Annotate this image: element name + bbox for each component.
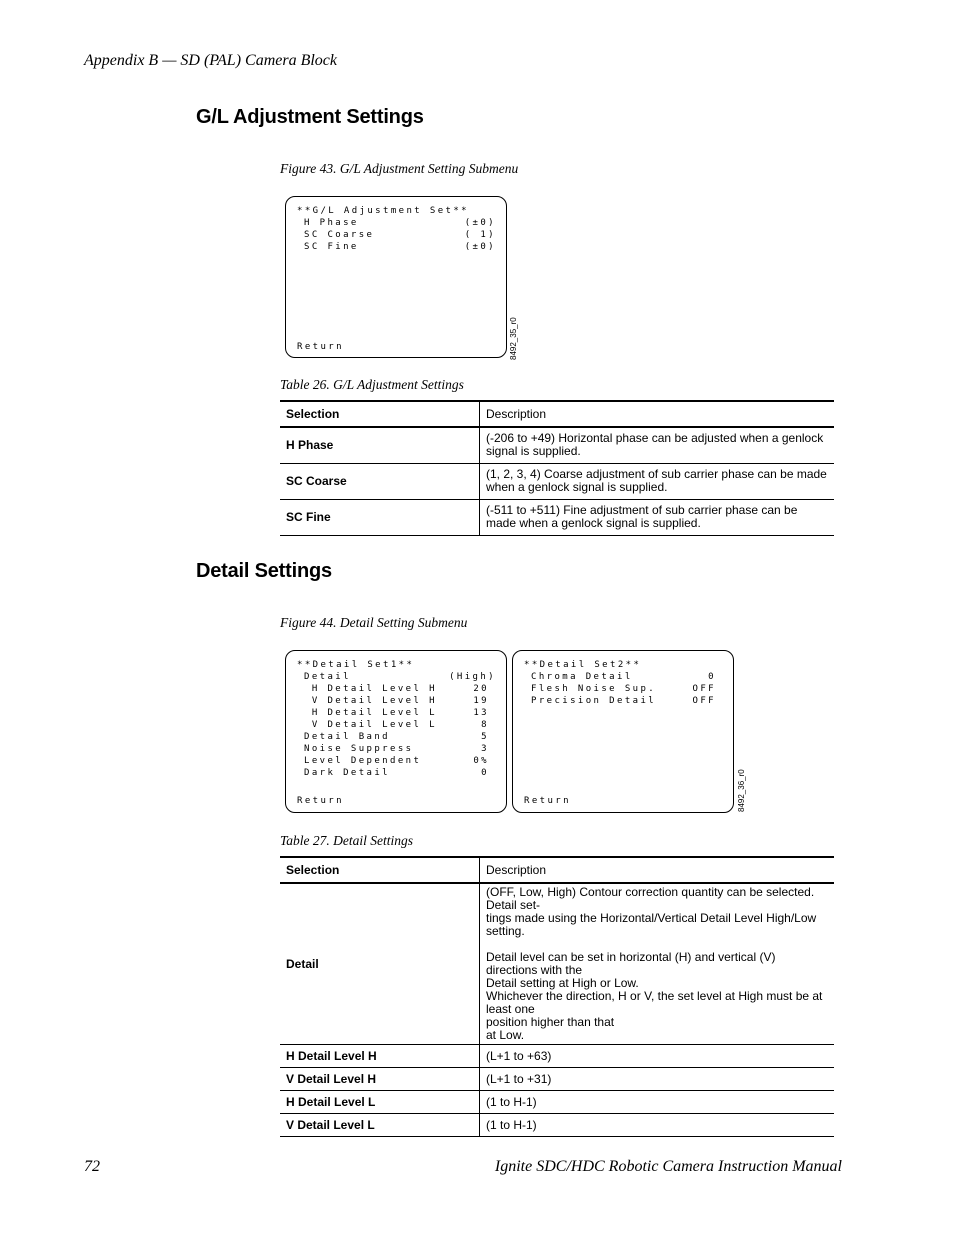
table-cell-description: (1 to H-1) bbox=[480, 1091, 835, 1114]
table-row bbox=[280, 1068, 834, 1091]
table-cell-selection: H Phase bbox=[280, 427, 480, 463]
table-cell-selection: V Detail Level L bbox=[280, 1114, 480, 1137]
screen-row-label: H Phase bbox=[304, 218, 359, 228]
screen-row-label: SC Coarse bbox=[304, 230, 375, 240]
detail-set1-screen bbox=[285, 650, 507, 813]
screen-row-label: Detail Band bbox=[304, 732, 391, 742]
screen-row-value: 8 bbox=[481, 720, 489, 730]
screen-row-label: Dark Detail bbox=[304, 768, 391, 778]
table-cell-description: (1, 2, 3, 4) Coarse adjustment of sub carrier phase can be made when a genlock signal is supplied. bbox=[480, 463, 835, 499]
figure-43-caption: Figure 43. G/L Adjustment Setting Submenu bbox=[280, 161, 519, 176]
table-cell-selection: H Detail Level H bbox=[280, 1045, 480, 1068]
screen-title: **Detail Set1** bbox=[297, 660, 415, 670]
table-header-selection: Selection bbox=[280, 401, 480, 427]
screen-return-label: Return bbox=[524, 796, 571, 806]
screen-row-value: 0% bbox=[473, 756, 489, 766]
screen-row-value: (±0) bbox=[464, 218, 496, 228]
page-number: 72 bbox=[84, 1158, 100, 1175]
table-row bbox=[280, 1091, 834, 1114]
figure-id-label: 8492_36_r0 bbox=[737, 769, 746, 812]
figure-44-caption: Figure 44. Detail Setting Submenu bbox=[280, 615, 468, 630]
screen-row-label: SC Fine bbox=[304, 242, 359, 252]
description-line: (OFF, Low, High) Contour correction quantity can be selected. Detail set- bbox=[486, 885, 815, 912]
screen-row-value: 20 bbox=[473, 684, 489, 694]
description-line: tings made using the Horizontal/Vertical Detail Level High/Low setting. bbox=[486, 911, 817, 938]
screen-row-value: 19 bbox=[473, 696, 489, 706]
figure-id-label: 8492_35_r0 bbox=[509, 317, 518, 360]
screen-row-value: 3 bbox=[481, 744, 489, 754]
screen-row-label: V Detail Level H bbox=[304, 696, 437, 706]
screen-row-label: H Detail Level H bbox=[304, 684, 437, 694]
section-title-detail: Detail Settings bbox=[196, 560, 332, 582]
screen-row-value: ( 1) bbox=[464, 230, 496, 240]
screen-row-label: Chroma Detail bbox=[531, 672, 633, 682]
table-cell-selection: SC Coarse bbox=[280, 463, 480, 499]
screen-row-value: 0 bbox=[481, 768, 489, 778]
manual-title: Ignite SDC/HDC Robotic Camera Instruction Manual bbox=[494, 1158, 842, 1175]
screen-row-label: Precision Detail bbox=[531, 696, 657, 706]
table-row bbox=[280, 1045, 834, 1068]
screen-row-label: H Detail Level L bbox=[304, 708, 437, 718]
table-cell-description bbox=[480, 883, 835, 1045]
description-line: Detail setting at High or Low. bbox=[486, 976, 639, 990]
table-27-caption: Table 27. Detail Settings bbox=[280, 833, 414, 848]
screen-row-label: Detail bbox=[304, 672, 351, 682]
screen-title: **Detail Set2** bbox=[524, 660, 642, 670]
gl-adjustment-table bbox=[280, 400, 834, 536]
description-line: Detail level can be set in horizontal (H) and vertical (V) directions with the bbox=[486, 950, 776, 977]
description-line: at Low. bbox=[486, 1028, 525, 1042]
screen-row-label: V Detail Level L bbox=[304, 720, 437, 730]
table-26-caption: Table 26. G/L Adjustment Settings bbox=[280, 377, 464, 392]
section-title-gl-adjustment: G/L Adjustment Settings bbox=[196, 106, 424, 128]
table-header-description: Description bbox=[480, 401, 835, 427]
screen-row-value: 0 bbox=[708, 672, 716, 682]
table-row bbox=[280, 499, 834, 535]
table-cell-description: (1 to H-1) bbox=[480, 1114, 835, 1137]
gl-adjustment-screen bbox=[285, 196, 507, 358]
table-row bbox=[280, 463, 834, 499]
running-head: Appendix B — SD (PAL) Camera Block bbox=[84, 52, 337, 69]
detail-set2-screen bbox=[512, 650, 734, 813]
table-header-description: Description bbox=[480, 857, 835, 883]
screen-row-label: Flesh Noise Sup. bbox=[531, 684, 657, 694]
table-header-selection: Selection bbox=[280, 857, 480, 883]
table-cell-description: (-511 to +511) Fine adjustment of sub carrier phase can be made when a genlock signal is supplied. bbox=[480, 499, 835, 535]
table-header-row bbox=[280, 857, 834, 883]
screen-row-value: OFF bbox=[692, 696, 716, 706]
screen-title: **G/L Adjustment Set** bbox=[297, 206, 470, 216]
detail-table bbox=[280, 856, 834, 1137]
table-cell-description: (-206 to +49) Horizontal phase can be adjusted when a genlock signal is supplied. bbox=[480, 427, 835, 463]
screen-row-value: (High) bbox=[449, 672, 496, 682]
screen-row-value: (±0) bbox=[464, 242, 496, 252]
screen-return-label: Return bbox=[297, 342, 344, 352]
screen-row-label: Noise Suppress bbox=[304, 744, 414, 754]
screen-row-value: OFF bbox=[692, 684, 716, 694]
table-cell-selection: H Detail Level L bbox=[280, 1091, 480, 1114]
table-cell-selection: SC Fine bbox=[280, 499, 480, 535]
table-row bbox=[280, 1114, 834, 1137]
table-row bbox=[280, 883, 834, 1045]
table-cell-selection: Detail bbox=[280, 883, 480, 1045]
description-line: Whichever the direction, H or V, the set level at High must be at least one bbox=[486, 989, 823, 1016]
table-cell-selection: V Detail Level H bbox=[280, 1068, 480, 1091]
screen-return-label: Return bbox=[297, 796, 344, 806]
table-row bbox=[280, 427, 834, 463]
table-header-row bbox=[280, 401, 834, 427]
table-cell-description: (L+1 to +63) bbox=[480, 1045, 835, 1068]
screen-row-label: Level Dependent bbox=[304, 756, 422, 766]
screen-row-value: 5 bbox=[481, 732, 489, 742]
description-line: position higher than that bbox=[486, 1015, 615, 1029]
table-cell-description: (L+1 to +31) bbox=[480, 1068, 835, 1091]
screen-row-value: 13 bbox=[473, 708, 489, 718]
